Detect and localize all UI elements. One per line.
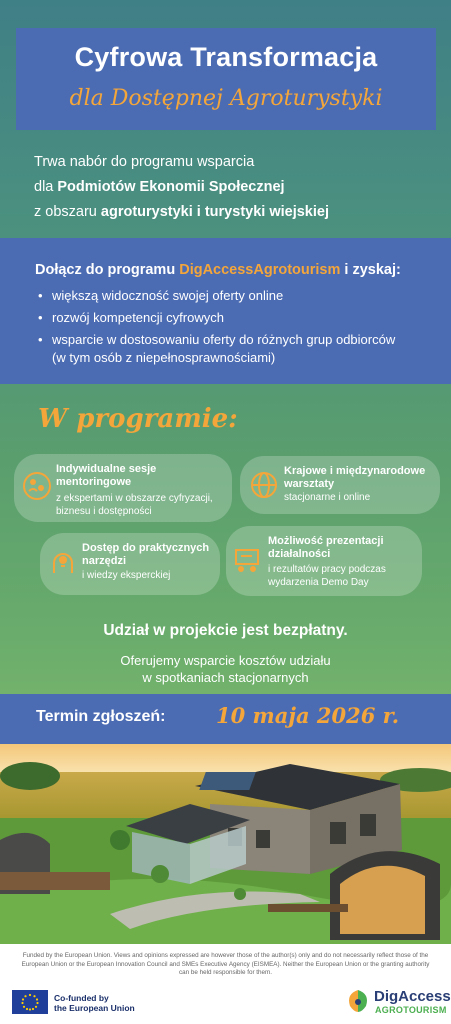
mentoring-icon [22, 471, 52, 501]
globe-icon [249, 470, 279, 500]
program-card-demo-day [226, 526, 422, 596]
intro-text [34, 150, 424, 225]
benefit-item: • większą widoczność swojej oferty online [38, 286, 438, 306]
logo-text-digaccess: DigAccess [374, 988, 451, 1005]
program-heading: W programie: [38, 404, 238, 434]
program-card-mentoring [14, 454, 232, 522]
card-desc: z ekspertami w obszarze cyfryzacji, biznesu i dostępności [56, 493, 213, 517]
deadline-banner [0, 694, 451, 744]
benefit-item: • wsparcie w dostosowaniu oferty do różnych grup odbiorców [38, 330, 438, 350]
support-text [0, 652, 451, 686]
intro-line-2-prefix: dla [34, 179, 58, 195]
program-card-tools [40, 533, 220, 595]
card-desc: stacjonarne i online [284, 492, 371, 503]
footer [0, 944, 451, 1024]
deadline-label: Termin zgłoszeń: [36, 708, 166, 725]
benefits-title-suffix: i zyskaj: [340, 262, 401, 278]
intro-line-2-bold: Podmiotów Ekonomii Społecznej [57, 179, 285, 195]
benefits-title [35, 262, 401, 278]
funding-disclaimer: Funded by the European Union. Views and opinions expressed are however those of the author(s) only and do not necessarily reflect those of the European Union or the European Innovation Council and SMEs Executive Agency (EISMEA). Neither the European Union or the granting authority can be held responsible for them. [21, 952, 430, 976]
program-card-workshops [240, 456, 440, 514]
deadline-date: 10 maja 2026 r. [216, 703, 400, 728]
digaccess-logo-icon [344, 988, 372, 1014]
title-banner [16, 28, 436, 130]
benefit-item: • rozwój kompetencji cyfrowych [38, 308, 438, 328]
page-title: Cyfrowa Transformacja [74, 42, 378, 72]
benefits-panel [0, 238, 451, 384]
intro-line-3-bold: agroturystyki i turystyki wiejskiej [100, 204, 329, 220]
eu-cofunded-text [54, 993, 135, 1013]
card-desc: i rezultatów pracy podczas wydarzenia Demo Day [268, 564, 386, 588]
presentation-icon [232, 546, 262, 576]
eu-text-line-2: the European Union [54, 1003, 135, 1013]
card-title: Indywidualne sesje mentoringowe [56, 463, 157, 488]
farmhouse-illustration [0, 744, 451, 944]
benefits-title-prefix: Dołącz do programu [35, 262, 180, 278]
page-subtitle: dla Dostępnej Agroturystyki [69, 86, 383, 111]
eu-text-line-1: Co-funded by [54, 993, 109, 1003]
farmhouse-photo [0, 744, 451, 944]
benefit-item-continuation: (w tym osób z niepełnosprawnościami) [52, 350, 276, 365]
support-line-2: w spotkaniach stacjonarnych [142, 670, 309, 685]
lightbulb-head-icon [48, 547, 78, 577]
card-title: Dostęp do praktycznych narzędzi [82, 542, 210, 567]
card-title: Krajowe i międzynarodowe warsztaty [284, 465, 426, 490]
card-desc: i wiedzy eksperckiej [82, 570, 171, 581]
logo-text-agrotourism: AGROTOURISM [375, 1005, 447, 1015]
card-title: Możliwość prezentacji działalności [268, 535, 384, 560]
eu-flag-icon [12, 990, 48, 1014]
benefits-list [38, 286, 438, 352]
free-participation-text: Udział w projekcie jest bezpłatny. [103, 622, 348, 639]
intro-line-1: Trwa nabór do programu wsparcia [34, 154, 255, 170]
intro-line-3-prefix: z obszaru [34, 204, 101, 220]
program-name: DigAccessAgrotourism [179, 262, 341, 278]
support-line-1: Oferujemy wsparcie kosztów udziału [120, 653, 331, 668]
